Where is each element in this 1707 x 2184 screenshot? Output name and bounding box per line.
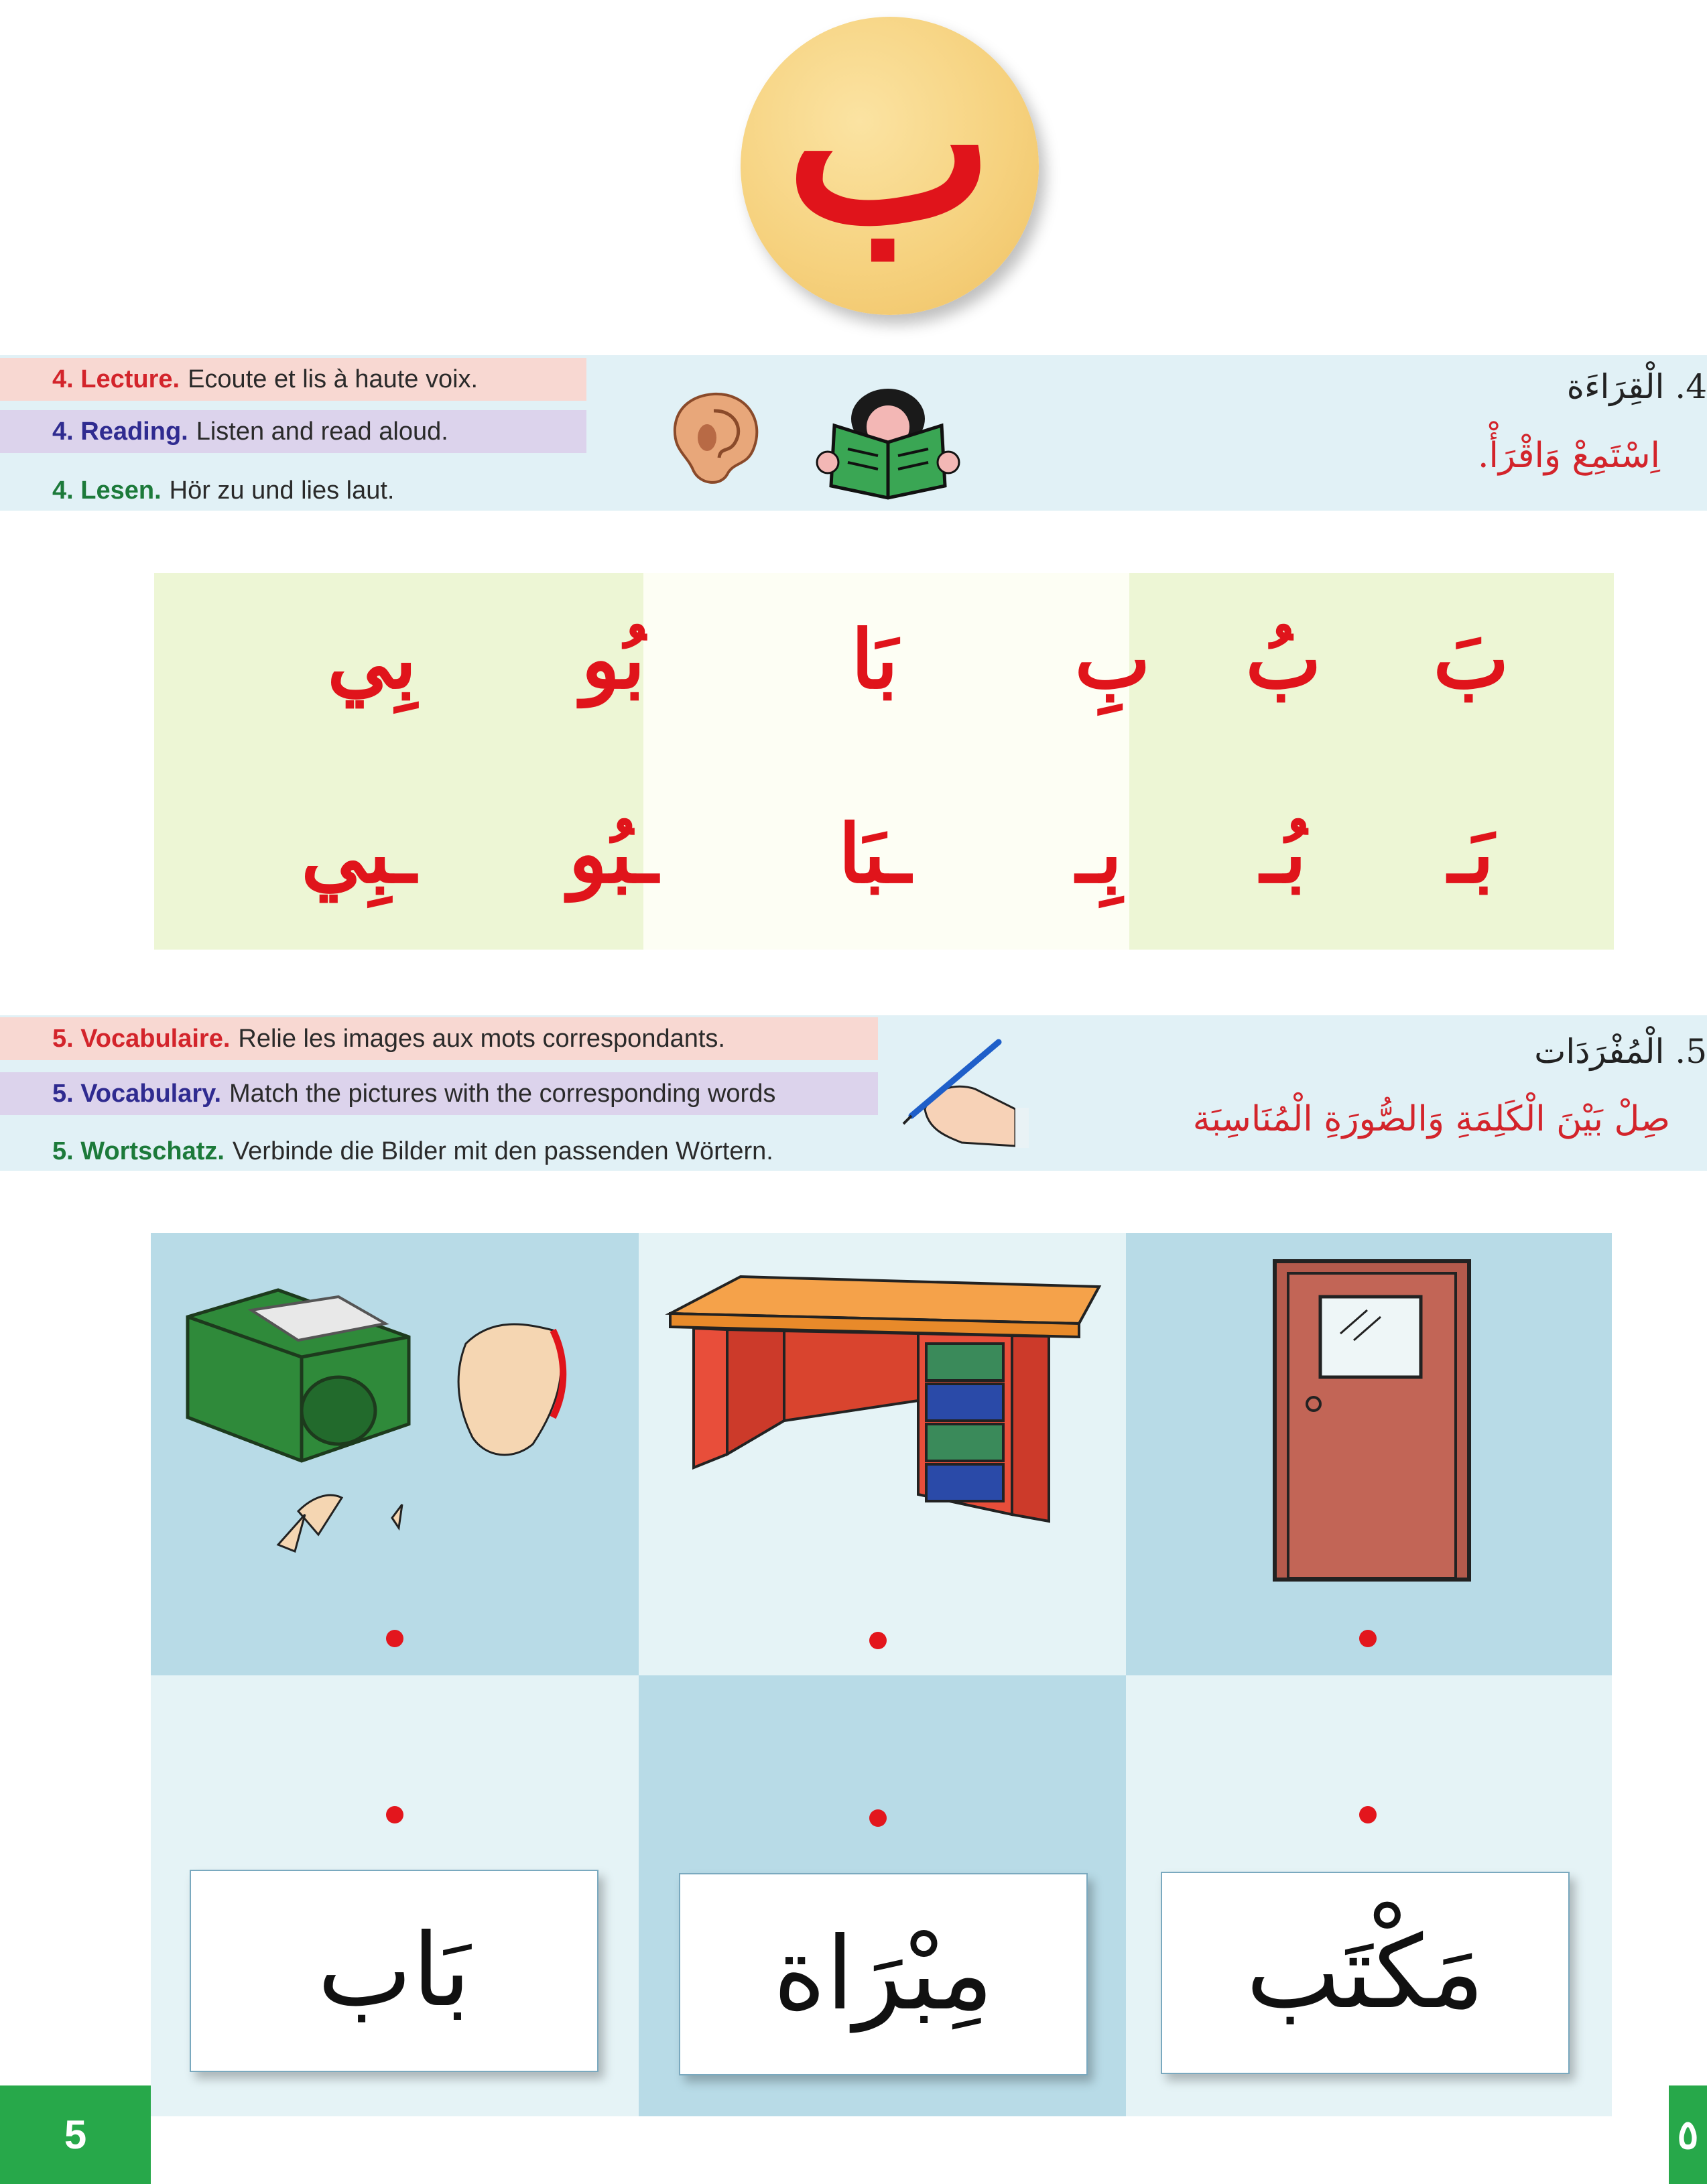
syllable: بُو (581, 613, 645, 707)
picture-match-dot[interactable] (1359, 1630, 1377, 1647)
reading-de-text: Hör zu und lies laut. (169, 476, 395, 505)
syllable: بَـ (1448, 807, 1495, 901)
sharpener-picture[interactable] (178, 1277, 613, 1558)
page-number-left-text: 5 (64, 2112, 87, 2157)
vocabulary-arabic-title: 5. الْمُفْرَدَات (1534, 1032, 1707, 1071)
syllable: بِ (1074, 613, 1151, 707)
reading-arabic-title: 4. الْقِرَاءَة (1566, 367, 1707, 406)
word-match-dot[interactable] (869, 1809, 887, 1827)
vocabulary-instruction-de (0, 1130, 878, 1173)
reading-fr-number: 4. Lecture. (52, 365, 180, 393)
vocabulary-en-text: Match the pictures with the corresponding words (229, 1079, 776, 1108)
ear-icon (660, 387, 769, 488)
reading-child-icon (811, 385, 965, 503)
vocabulary-instruction-en (0, 1072, 878, 1115)
word-card-desk[interactable] (1161, 1872, 1570, 2074)
door-picture[interactable] (1267, 1253, 1481, 1588)
vocabulary-de-number: 5. Wortschatz. (52, 1137, 225, 1165)
reading-en-number: 4. Reading. (52, 417, 188, 446)
page-number-right-text: ٥ (1677, 2112, 1699, 2157)
syllable: بَا (851, 613, 898, 707)
reading-instruction-fr (0, 358, 586, 401)
vocabulary-instruction-fr (0, 1017, 878, 1060)
desk-picture[interactable] (663, 1267, 1106, 1555)
syllable: بُ (1245, 613, 1322, 707)
page-number-left (0, 2085, 151, 2184)
pen-in-hand-icon (898, 1035, 1032, 1149)
syllable: ـبَا (838, 807, 911, 901)
vocabulary-en-number: 5. Vocabulary. (52, 1079, 222, 1108)
word-match-dot[interactable] (1359, 1806, 1377, 1823)
reading-arabic-instruction: اِسْتَمِعْ وَاقْرَأْ. (1477, 436, 1660, 476)
syllable: بِـ (1076, 807, 1123, 901)
reading-instruction-en (0, 410, 586, 453)
page-number-right (1669, 2085, 1707, 2184)
syllable: ـبِي (301, 807, 416, 901)
reading-fr-text: Ecoute et lis à haute voix. (188, 365, 479, 393)
word-text: بَاب (317, 1913, 471, 2029)
reading-instruction-de (0, 469, 586, 512)
vocabulary-fr-number: 5. Vocabulaire. (52, 1024, 231, 1053)
vocabulary-arabic-instruction: صِلْ بَيْنَ الْكَلِمَةِ وَالصُّورَةِ الْمُنَاسِبَة (1192, 1099, 1670, 1139)
vocabulary-fr-text: Relie les images aux mots correspondants. (238, 1024, 725, 1053)
word-text: مِبْرَاة (773, 1916, 994, 2033)
syllable: بُـ (1260, 807, 1307, 901)
syllable: بَ (1433, 613, 1509, 707)
syllable: بِي (327, 613, 417, 707)
word-card-sharpener[interactable] (679, 1873, 1088, 2075)
word-card-door[interactable] (190, 1870, 598, 2072)
letter-circle (741, 12, 1039, 315)
word-match-dot[interactable] (386, 1806, 403, 1823)
syllable: ـبُو (568, 807, 658, 901)
word-text: مَكْتَب (1246, 1915, 1484, 2031)
vocabulary-de-text: Verbinde die Bilder mit den passenden Wörtern. (232, 1137, 773, 1165)
reading-de-number: 4. Lesen. (52, 476, 162, 505)
letter-glyph: ب (785, 12, 994, 273)
reading-en-text: Listen and read aloud. (196, 417, 448, 446)
picture-match-dot[interactable] (869, 1632, 887, 1649)
picture-match-dot[interactable] (386, 1630, 403, 1647)
